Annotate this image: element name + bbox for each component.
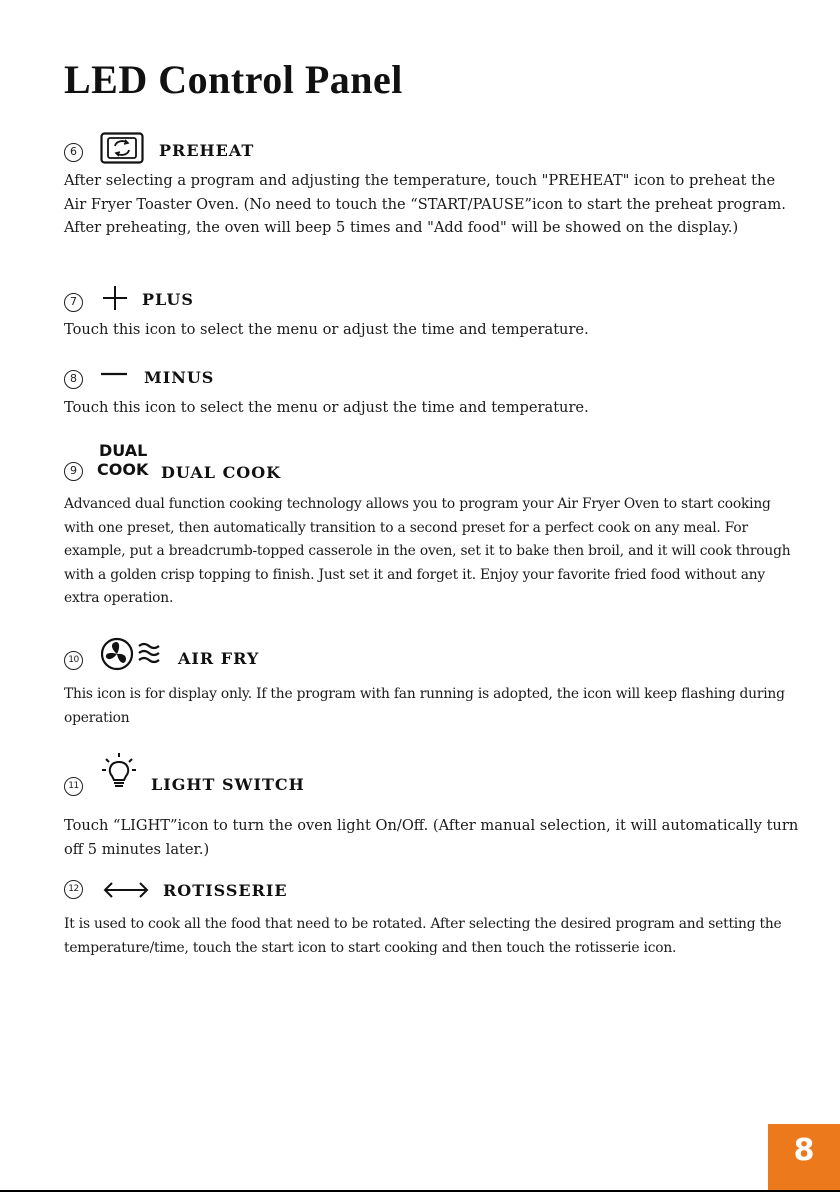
section-minus — [64, 361, 800, 416]
dual-cook-icon: DUAL COOK — [97, 441, 149, 479]
section-number: 9 — [64, 462, 83, 481]
section-air-fry — [64, 637, 800, 726]
rotisserie-icon — [102, 880, 150, 900]
section-text: This icon is for display only. If the program with fan running is adopted, the icon will keep flashing during operation — [64, 686, 785, 726]
section-label: ROTISSERIE — [163, 881, 288, 900]
section-number: 8 — [64, 370, 83, 389]
section-label: AIR FRY — [178, 649, 260, 668]
plus-icon — [101, 284, 129, 312]
section-text: It is used to cook all the food that need to be rotated. After selecting the desired program and setting the temperature/time, touch the start icon to start cooking and then touch the rotisserie icon. — [64, 916, 782, 956]
section-text: Advanced dual function cooking technology allows you to program your Air Fryer Oven to start cooking with one preset, then automatically transition to a second preset for a perfect cook on any meal. For example, put a breadcrumb-topped casserole in the oven, set it to bake then broil, and it will cook through with a golden crisp topping to finish. Just set it and forget it. Enjoy your favorite fried food without any extra operation. — [64, 496, 791, 606]
light-bulb-icon — [100, 752, 138, 796]
section-number: 7 — [64, 293, 83, 312]
section-plus — [64, 284, 800, 338]
air-fry-icon — [101, 637, 165, 671]
section-dual-cook — [64, 441, 800, 606]
section-label: DUAL COOK — [161, 463, 282, 482]
page-number: 8 — [793, 1133, 815, 1168]
section-number: 6 — [64, 143, 83, 162]
section-label: PREHEAT — [159, 141, 255, 160]
minus-icon — [99, 371, 129, 377]
section-label: PLUS — [142, 290, 194, 309]
section-number: 11 — [64, 777, 83, 796]
page-number-badge — [768, 1124, 840, 1192]
preheat-icon — [100, 132, 144, 164]
section-text: Touch “LIGHT”icon to turn the oven light On/Off. (After manual selection, it will automatically turn off 5 minutes later.) — [64, 817, 799, 858]
section-number: 12 — [64, 880, 83, 899]
page-title: LED Control Panel — [64, 57, 403, 102]
section-label: MINUS — [144, 368, 215, 387]
section-rotisserie — [64, 876, 800, 956]
section-preheat — [64, 128, 800, 236]
section-label: LIGHT SWITCH — [151, 775, 305, 794]
section-number: 10 — [64, 651, 83, 670]
section-text: Touch this icon to select the menu or adjust the time and temperature. — [64, 321, 589, 338]
section-text: Touch this icon to select the menu or adjust the time and temperature. — [64, 399, 589, 416]
section-light-switch — [64, 752, 800, 858]
section-text: After selecting a program and adjusting the temperature, touch "PREHEAT" icon to preheat the Air Fryer Toaster Oven. (No need to touch the “START/PAUSE”icon to start the preheat program. After preheating, the oven will beep 5 times and "Add food" will be showed on the display.) — [64, 172, 786, 236]
